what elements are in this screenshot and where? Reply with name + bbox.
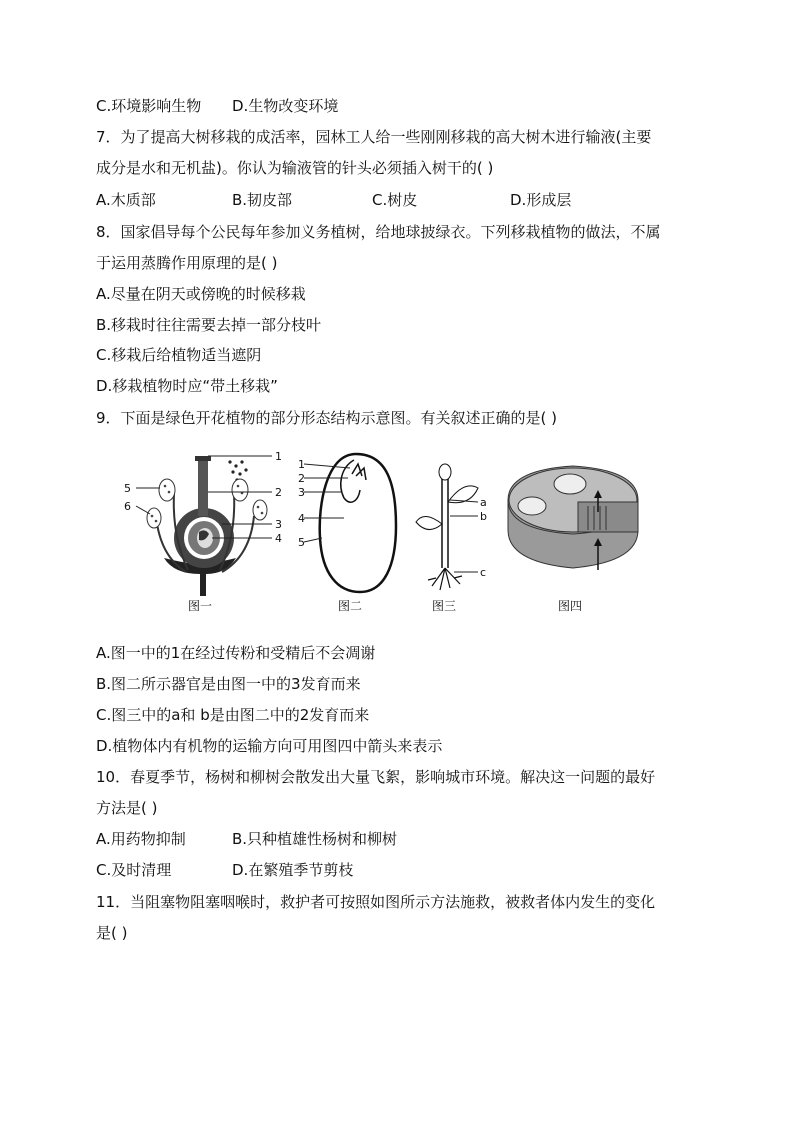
fig1-label-1: 1 — [275, 450, 282, 463]
fig2-caption: 图二 — [338, 599, 363, 613]
q10-stem-line2: 方法是( ) — [96, 799, 158, 817]
fig1-label-4: 4 — [275, 532, 282, 545]
fig1-label-3: 3 — [275, 518, 282, 531]
fig3-label-a: a — [480, 496, 487, 509]
q11-stem-line2: 是( ) — [96, 924, 128, 942]
fig2-label-2: 2 — [298, 472, 305, 485]
fig2-label-1: 1 — [298, 458, 305, 471]
fig2-label-3: 3 — [298, 486, 305, 499]
q8-option-b: B.移栽时往往需要去掉一部分枝叶 — [96, 316, 322, 334]
fig2-label-5: 5 — [298, 536, 305, 549]
q7-option-d: D.形成层 — [510, 191, 572, 209]
q10-stem-line1: 10．春夏季节，杨树和柳树会散发出大量飞絮，影响城市环境。解决这一问题的最好 — [96, 768, 656, 786]
q7-option-b: B.韧皮部 — [232, 191, 293, 209]
q8-option-c: C.移栽后给植物适当遮阴 — [96, 346, 262, 364]
q8-stem-line2: 于运用蒸腾作用原理的是( ) — [96, 254, 278, 272]
q9-option-a: A.图一中的1在经过传粉和受精后不会凋谢 — [96, 644, 376, 662]
q8-option-a: A.尽量在阴天或傍晚的时候移栽 — [96, 285, 306, 303]
q8-option-d: D.移栽植物时应“带土移栽” — [96, 377, 278, 395]
fig3-label-b: b — [480, 510, 487, 523]
q6-option-d: D.生物改变环境 — [232, 97, 339, 115]
q9-figure-group — [112, 446, 672, 616]
q10-option-a: A.用药物抑制 — [96, 830, 186, 848]
q6-option-c: C.环境影响生物 — [96, 97, 202, 115]
q7-option-a: A.木质部 — [96, 191, 156, 209]
fig2-label-4: 4 — [298, 512, 305, 525]
q9-option-b: B.图二所示器官是由图一中的3发育而来 — [96, 675, 361, 693]
fig1-label-2: 2 — [275, 486, 282, 499]
fig3-labels — [414, 446, 504, 596]
stem-section-figure — [498, 450, 648, 590]
q9-option-d: D.植物体内有机物的运输方向可用图四中箭头来表示 — [96, 737, 443, 755]
fig1-label-6: 6 — [124, 500, 131, 513]
fig4-caption: 图四 — [558, 599, 583, 613]
q8-stem-line1: 8．国家倡导每个公民每年参加义务植树，给地球披绿衣。下列移栽植物的做法，不属 — [96, 223, 661, 241]
fig3-label-c: c — [480, 566, 487, 579]
q10-option-c: C.及时清理 — [96, 861, 172, 879]
fig3-caption: 图三 — [432, 599, 457, 613]
fig1-labels — [112, 446, 292, 596]
fig2-labels — [298, 446, 408, 596]
q11-stem-line1: 11．当阻塞物阻塞咽喉时，救护者可按照如图所示方法施救，被救者体内发生的变化 — [96, 893, 656, 911]
fig1-label-5: 5 — [124, 482, 131, 495]
fig1-caption: 图一 — [188, 599, 213, 613]
q10-option-b: B.只种植雄性杨树和柳树 — [232, 830, 398, 848]
q7-stem-line1: 7．为了提高大树移栽的成活率，园林工人给一些刚刚移栽的高大树木进行输液(主要 — [96, 128, 652, 146]
q9-stem: 9．下面是绿色开花植物的部分形态结构示意图。有关叙述正确的是( ) — [96, 409, 558, 427]
q7-stem-line2: 成分是水和无机盐)。你认为输液管的针头必须插入树干的( ) — [96, 159, 494, 177]
q9-option-c: C.图三中的a和 b是由图二中的2发育而来 — [96, 706, 370, 724]
q7-option-c: C.树皮 — [372, 191, 418, 209]
q10-option-d: D.在繁殖季节剪枝 — [232, 861, 354, 879]
